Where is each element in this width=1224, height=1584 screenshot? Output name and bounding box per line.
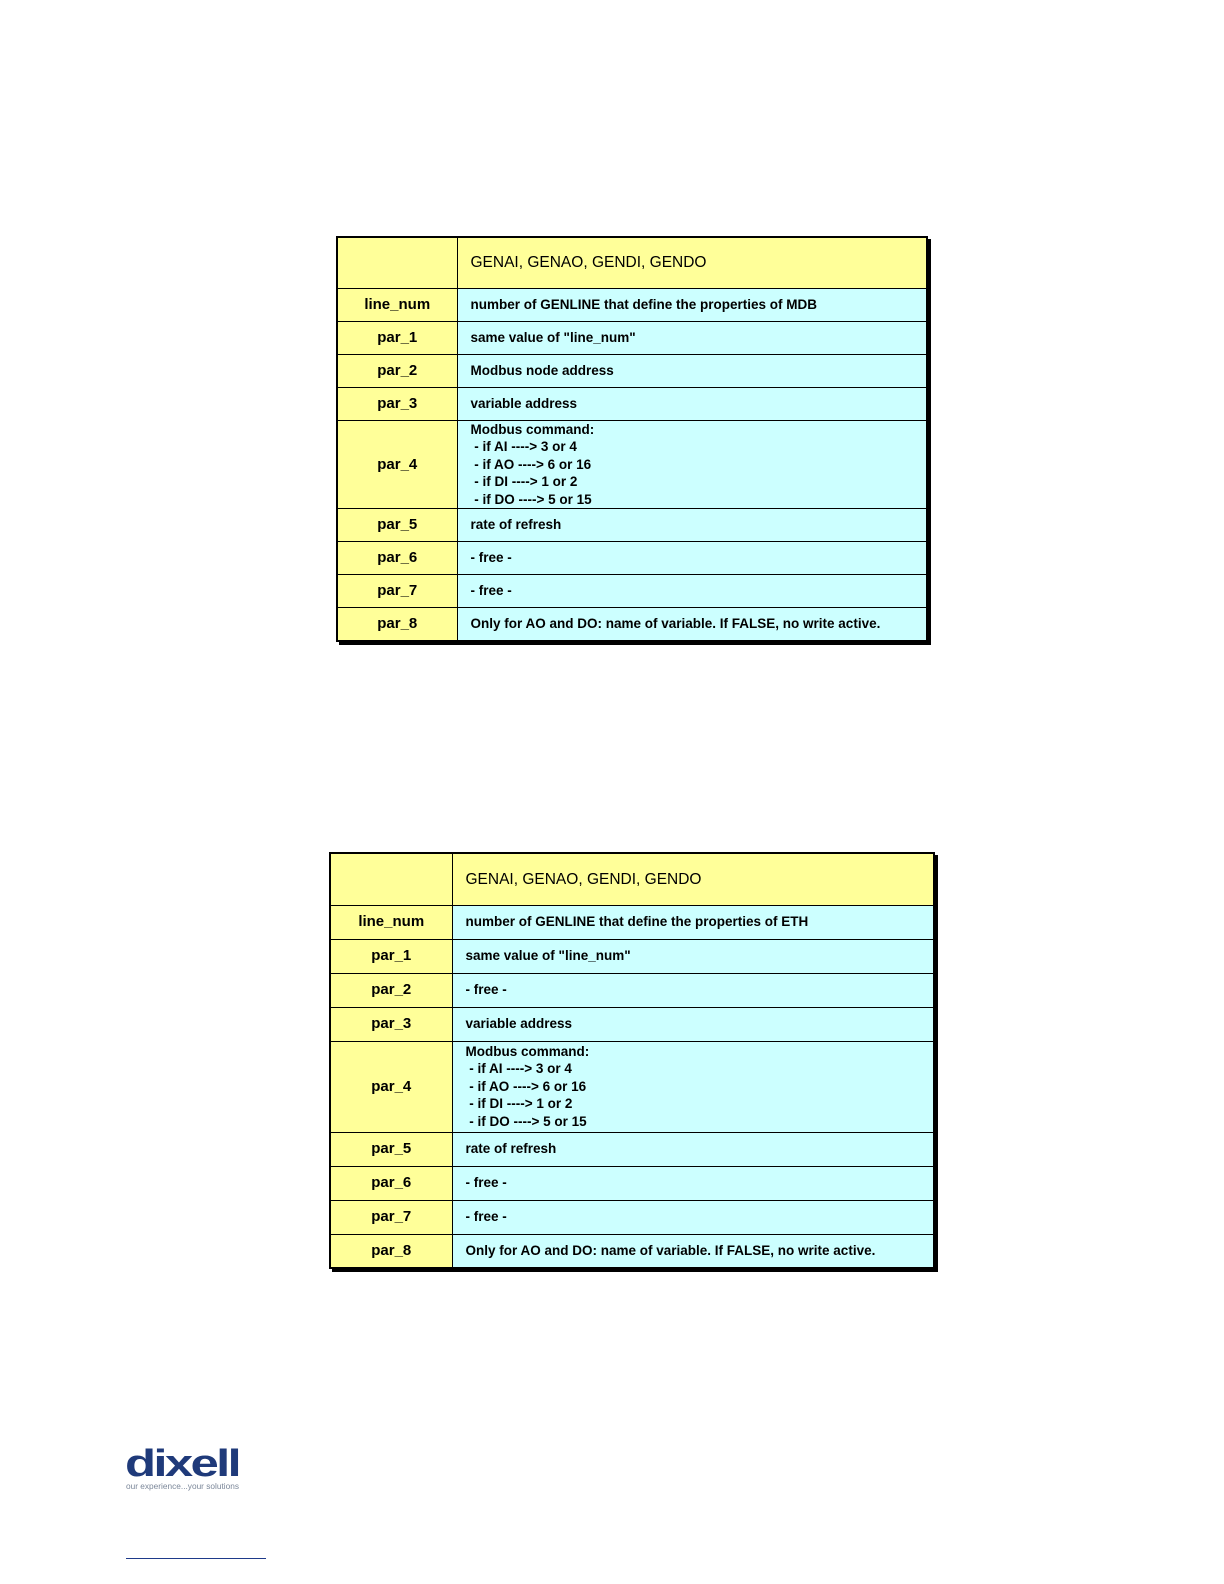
header-key-cell <box>330 853 452 905</box>
table-row <box>337 509 927 542</box>
param-name: par_8 <box>330 1234 452 1268</box>
param-description: variable address <box>457 387 927 420</box>
table-row <box>337 575 927 608</box>
table-row <box>337 321 927 354</box>
param-description: - free - <box>452 973 934 1007</box>
table-row <box>330 1132 934 1166</box>
param-description: Modbus command: - if AI ----> 3 or 4 - if AO ----> 6 or 16 - if DI ----> 1 or 2 - if DO ----> 5 or 15 <box>457 420 927 509</box>
param-name: par_3 <box>330 1007 452 1041</box>
param-description: same value of "line_num" <box>457 321 927 354</box>
table-row <box>330 1007 934 1041</box>
header-key-cell <box>337 237 457 288</box>
param-name: par_8 <box>337 608 457 641</box>
param-name: par_6 <box>337 542 457 575</box>
param-description: - free - <box>457 542 927 575</box>
table-header-row <box>330 853 934 905</box>
param-name: par_2 <box>330 973 452 1007</box>
table-row <box>330 905 934 939</box>
param-name: line_num <box>330 905 452 939</box>
table-row <box>330 1234 934 1268</box>
param-name: par_1 <box>337 321 457 354</box>
param-description: - free - <box>457 575 927 608</box>
param-description: Only for AO and DO: name of variable. If FALSE, no write active. <box>457 608 927 641</box>
param-name: par_1 <box>330 939 452 973</box>
param-description: number of GENLINE that define the properties of ETH <box>452 905 934 939</box>
param-description: rate of refresh <box>452 1132 934 1166</box>
param-description: - free - <box>452 1200 934 1234</box>
param-name: line_num <box>337 288 457 321</box>
table-row <box>330 939 934 973</box>
param-description: Only for AO and DO: name of variable. If FALSE, no write active. <box>452 1234 934 1268</box>
param-name: par_6 <box>330 1166 452 1200</box>
param-description: Modbus command: - if AI ----> 3 or 4 - if AO ----> 6 or 16 - if DI ----> 1 or 2 - if DO ----> 5 or 15 <box>452 1041 934 1132</box>
logo-tagline: our experience...your solutions <box>126 1482 239 1491</box>
dixell-logo <box>125 1444 243 1494</box>
table-row <box>337 420 927 509</box>
param-name: par_3 <box>337 387 457 420</box>
param-name: par_7 <box>330 1200 452 1234</box>
param-name: par_7 <box>337 575 457 608</box>
footer-rule <box>126 1558 266 1559</box>
param-description: rate of refresh <box>457 509 927 542</box>
param-name: par_5 <box>337 509 457 542</box>
header-title: GENAI, GENAO, GENDI, GENDO <box>457 237 927 288</box>
table-row <box>337 354 927 387</box>
table-row <box>337 288 927 321</box>
param-description: Modbus node address <box>457 354 927 387</box>
param-name: par_5 <box>330 1132 452 1166</box>
param-name: par_2 <box>337 354 457 387</box>
table-row <box>337 387 927 420</box>
table-header-row <box>337 237 927 288</box>
logo-wordmark: dixell <box>125 1444 239 1485</box>
param-description: - free - <box>452 1166 934 1200</box>
table-row <box>337 542 927 575</box>
parameter-table-eth <box>329 852 935 1269</box>
param-description: number of GENLINE that define the properties of MDB <box>457 288 927 321</box>
parameter-table-mdb <box>336 236 928 642</box>
param-description: variable address <box>452 1007 934 1041</box>
header-title: GENAI, GENAO, GENDI, GENDO <box>452 853 934 905</box>
param-description: same value of "line_num" <box>452 939 934 973</box>
table-row <box>330 1200 934 1234</box>
table-row <box>337 608 927 641</box>
table-row <box>330 1166 934 1200</box>
table-row <box>330 1041 934 1132</box>
table-row <box>330 973 934 1007</box>
param-name: par_4 <box>330 1041 452 1132</box>
dixell-logo-mark <box>125 1444 243 1494</box>
param-name: par_4 <box>337 420 457 509</box>
